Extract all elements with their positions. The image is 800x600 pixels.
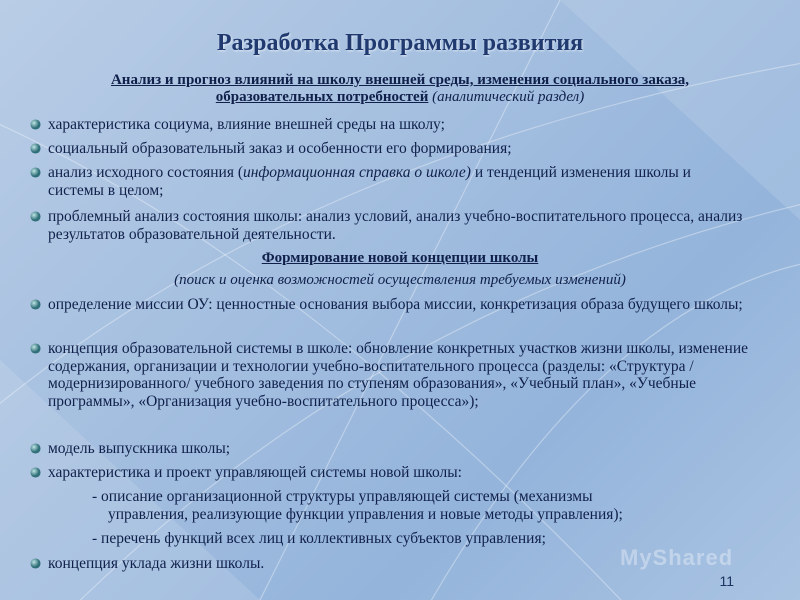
list-item-text: модель выпускника школы; (48, 440, 231, 457)
list-item-text-post: и тенденций изменения школы и системы в целом; (48, 164, 691, 199)
sphere-bullet-icon (30, 211, 41, 222)
list-item-text: концепция уклада жизни школы. (48, 555, 265, 572)
sphere-bullet-icon (30, 119, 41, 130)
list-item-text-italic: информационная справка о школе) (242, 164, 471, 181)
section1-heading-line2: образовательных потребностей (215, 89, 429, 105)
list-item-text: определение миссии ОУ: ценностные основания выбора миссии, конкретизация образа будущего школы; (48, 296, 743, 313)
section1-heading (30, 72, 770, 106)
dash-item-line2: управления, реализующие функции управления и новые методы управления); (108, 505, 623, 523)
watermark: MyShared (620, 545, 734, 570)
list-item (30, 140, 750, 158)
list-item (30, 116, 750, 134)
dash-item (92, 488, 772, 523)
sphere-bullet-icon (30, 167, 41, 178)
sphere-bullet-icon (30, 299, 41, 310)
list-item (30, 340, 750, 410)
sphere-bullet-icon (30, 467, 41, 478)
list-item (30, 208, 750, 243)
sphere-bullet-icon (30, 343, 41, 354)
list-item-text: проблемный анализ состояния школы: анализ условий, анализ учебно-воспитательного процесса, анализ результатов образовательной деятельности. (48, 208, 743, 243)
list-item (30, 464, 750, 482)
section2-subheading (30, 272, 770, 289)
sphere-bullet-icon (30, 143, 41, 154)
list-item-text: характеристика и проект управляющей системы новой школы: (48, 464, 462, 481)
list-item-text: характеристика социума, влияние внешней среды на школу; (48, 116, 445, 133)
list-item-text: социальный образовательный заказ и особенности его формирования; (48, 140, 512, 157)
sphere-bullet-icon (30, 558, 41, 569)
section1-heading-line1: Анализ и прогноз влияний на школу внешней среды, изменения социального заказа, (110, 72, 690, 88)
list-item (30, 440, 750, 458)
section2-subheading-text: (поиск и оценка возможностей осуществления требуемых изменений) (174, 272, 626, 288)
section2-heading (30, 250, 770, 267)
dash-item-line1: - описание организационной структуры управляющей системы (механизмы (92, 488, 593, 505)
list-item-text: концепция образовательной системы в школе: обновление конкретных участков жизни школы, изменение содержания, организации и технологии учебно-воспитательного процесса (разделы: «Структура /модернизированного/ учебного заведения по ступеням образования», «Учебный план», «Учебные программы», «Организация учебно-воспитательного процесса»); (48, 340, 749, 410)
list-item (30, 296, 750, 314)
list-item-text-pre: анализ исходного состояния ( (48, 164, 243, 181)
section1-heading-note: (аналитический раздел) (432, 89, 585, 105)
page-title: Разработка Программы развития (216, 30, 584, 56)
sphere-bullet-icon (30, 443, 41, 454)
section2-heading-text: Формирование новой концепции школы (261, 250, 539, 266)
list-item (30, 164, 750, 199)
dash-item-line1: - перечень функций всех лиц и коллективных субъектов управления; (92, 530, 546, 547)
page-number: 11 (719, 573, 734, 589)
